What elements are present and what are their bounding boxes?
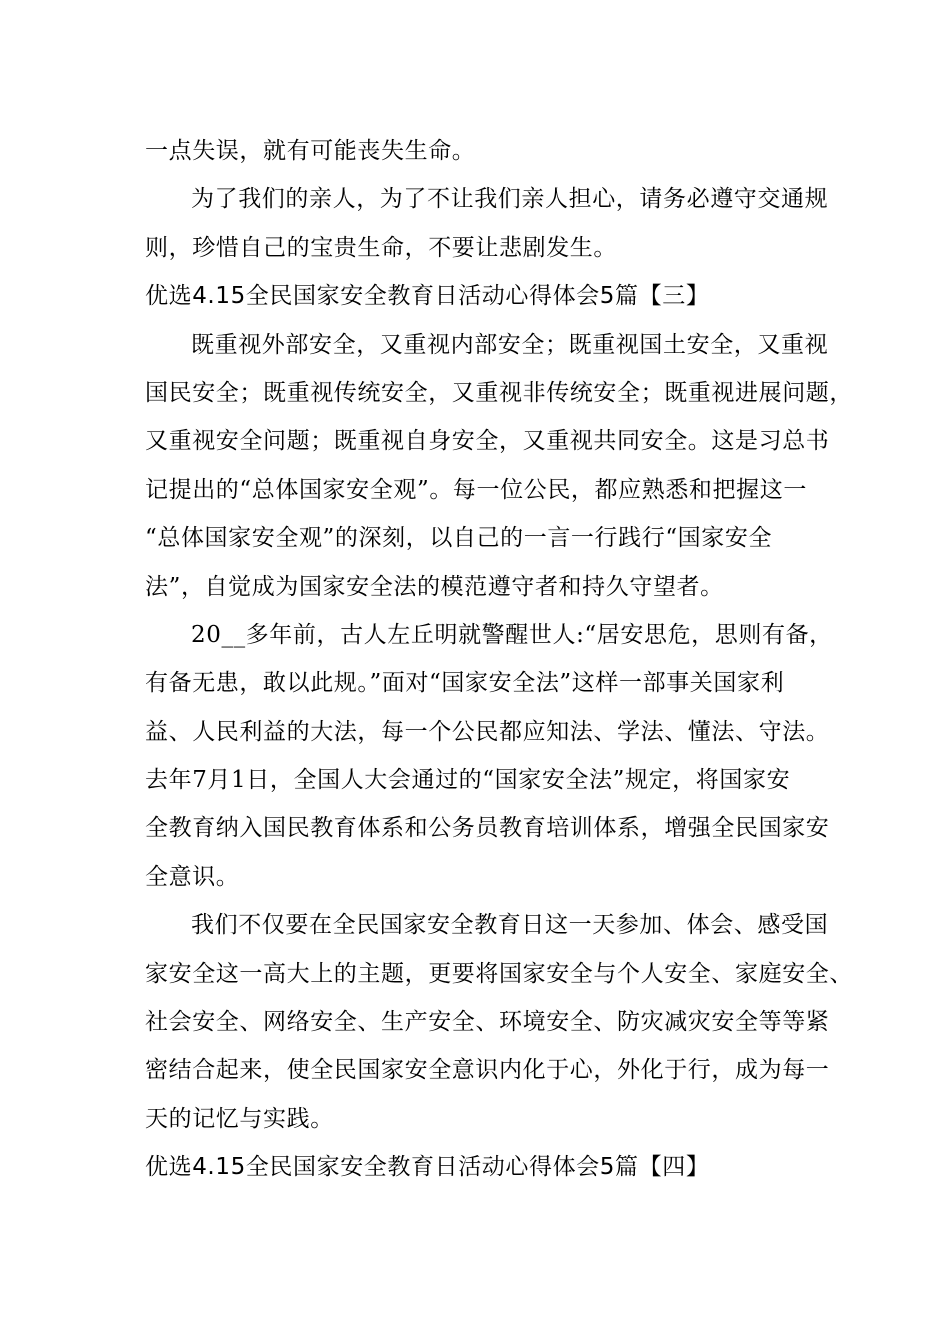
paragraph-line: 全意识。 (145, 863, 240, 890)
paragraph-line: 既重视外部安全，又重视内部安全；既重视国土安全，又重视 (191, 331, 829, 358)
paragraph-line: 法”，自觉成为国家安全法的模范遵守者和持久守望者。 (145, 573, 724, 600)
paragraph-line: 则，珍惜自己的宝贵生命，不要让悲剧发生。 (145, 234, 617, 261)
paragraph-line: 家安全这一高大上的主题，更要将国家安全与个人安全、家庭安全、 (145, 960, 853, 987)
paragraph-line: 为了我们的亲人，为了不让我们亲人担心，请务必遵守交通规 (191, 186, 829, 213)
document-body (145, 127, 853, 1192)
paragraph-line: 国民安全；既重视传统安全，又重视非传统安全；既重视进展问题， (145, 379, 853, 406)
paragraph-line: 去年7月1日，全国人大会通过的“国家安全法”规定，将国家安 (145, 767, 791, 794)
paragraph-line: 记提出的“总体国家安全观”。每一位公民，都应熟悉和把握这一 (145, 476, 807, 503)
paragraph-line: 一点失误，就有可能丧失生命。 (145, 138, 476, 164)
paragraph-line: 益、人民利益的大法，每一个公民都应知法、学法、懂法、守法。 (145, 718, 830, 745)
section-heading-four: 优选4.15全民国家安全教育日活动心得体会5篇【四】 (145, 1154, 710, 1181)
paragraph-line: 又重视安全问题；既重视自身安全，又重视共同安全。这是习总书 (145, 428, 830, 455)
paragraph-line: 社会安全、网络安全、生产安全、环境安全、防灾减灾安全等等紧 (145, 1009, 830, 1036)
paragraph-line: 密结合起来，使全民国家安全意识内化于心，外化于行，成为每一 (145, 1057, 830, 1084)
paragraph-line: 天的记忆与实践。 (145, 1105, 334, 1132)
paragraph-line: 有备无患，敢以此规。”面对“国家安全法”这样一部事关国家利 (145, 670, 785, 697)
paragraph-line: 20__多年前，古人左丘明就警醒世人:“居安思危，思则有备， (191, 621, 833, 648)
paragraph-line: 我们不仅要在全民国家安全教育日这一天参加、体会、感受国 (191, 912, 829, 939)
paragraph-line: “总体国家安全观”的深刻，以自己的一言一行践行“国家安全 (145, 525, 773, 552)
section-heading-three: 优选4.15全民国家安全教育日活动心得体会5篇【三】 (145, 283, 710, 310)
paragraph-line: 全教育纳入国民教育体系和公务员教育培训体系，增强全民国家安 (145, 815, 830, 842)
